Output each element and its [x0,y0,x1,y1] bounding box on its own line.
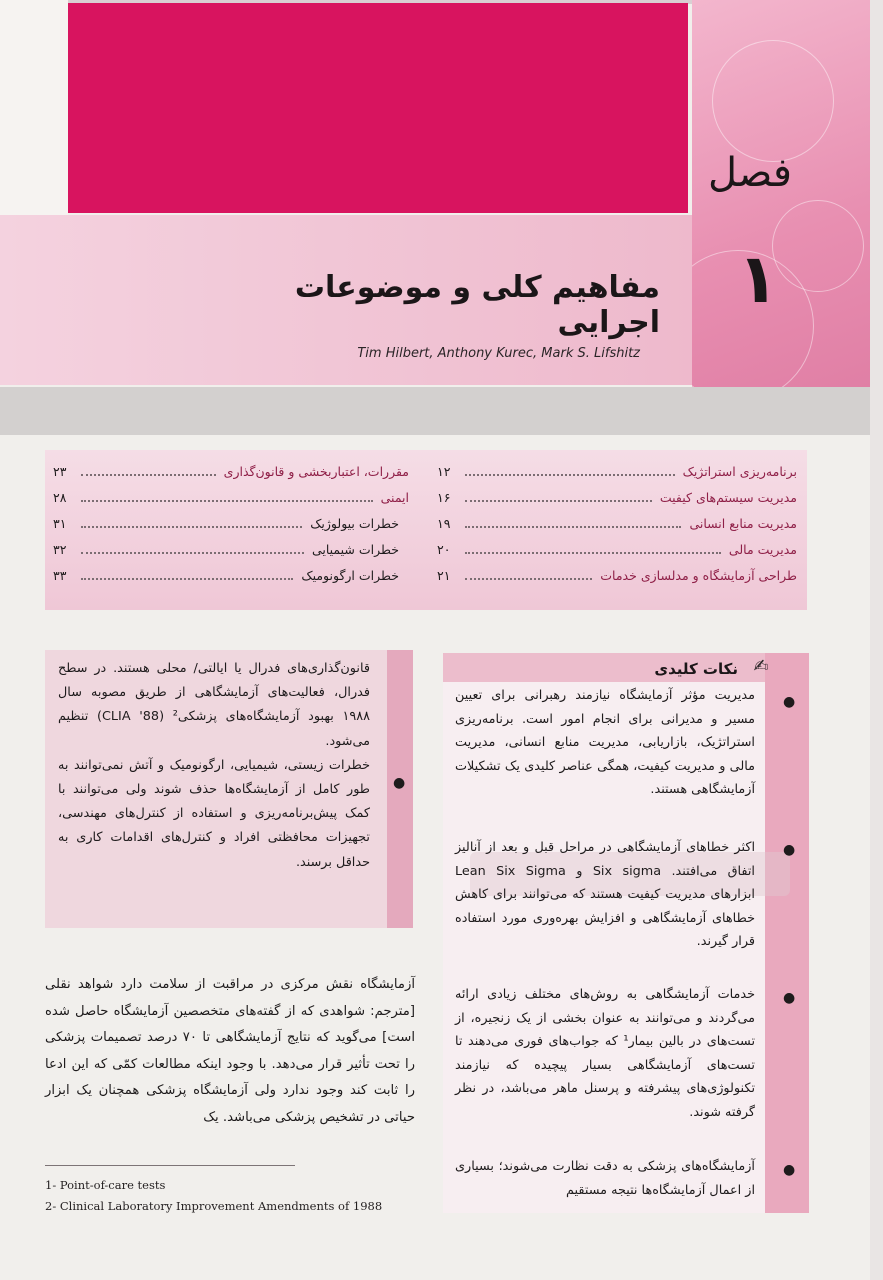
toc-subentry[interactable] [53,536,409,562]
toc-entry-page: ۳۳ [53,567,67,583]
toc-entry-page: ۲۸ [53,489,67,505]
grey-band [0,387,870,435]
toc-entry[interactable] [53,458,409,484]
toc-leader [81,474,216,476]
toc-entry-page: ۳۲ [53,541,67,557]
footnote: 1- Point-of-care tests [45,1178,166,1192]
chapter-word: فصل [707,150,793,196]
pencil-icon: ✍ [753,656,769,677]
toc-leader [81,552,304,554]
toc-subentry[interactable] [53,510,409,536]
toc-entry-title: خطرات شیمیایی [311,541,399,557]
toc-entry-page: ۲۰ [437,541,451,557]
bullet-icon: ● [783,842,796,858]
continuation-bullet-item: خطرات زیستی، شیمیایی، ارگونومیک و آتش نمی‌توانند به طور کامل از آزمایشگاه‌ها حذف شوند ولی می‌توانند با کمک پیش‌برنامه‌ریزی و استفاده از کنترل‌های مهندسی، تجهیزات محافظتی افراد و کنترل‌های اقدامات کاری به حداقل برسند. [58,757,370,870]
toc-entry-page: ۲۱ [437,567,451,583]
toc-entry-page: ۱۶ [437,489,451,505]
key-points-title: نکات کلیدی [654,660,738,678]
toc-entry-title: مقررات، اعتباربخشی و قانون‌گذاری [223,463,409,479]
toc-entry-title: مدیریت مالی [728,541,797,557]
bullet-icon: ● [783,990,796,1006]
toc-leader [465,474,675,476]
key-point-item: اکثر خطاهای آزمایشگاهی در مراحل قبل و بعد از آنالیز اتفاق می‌افتند. Six sigma و Lean Six Sigma ابزارهای مدیریت کیفیت هستند که می‌توانند برای کاهش خطاهای آزمایشگاهی و افزایش بهره‌وری مورد استفاده قرار گیرند. [455,840,755,950]
toc-entry-title: مدیریت منابع انسانی [689,515,797,531]
toc-entry[interactable] [437,484,797,510]
toc-entry[interactable] [53,484,409,510]
table-of-contents [45,450,807,610]
toc-entry-title: برنامه‌ریزی استراتژیک [682,463,797,479]
header-magenta-block [68,3,688,213]
toc-entry[interactable] [437,562,797,588]
toc-leader [81,578,293,580]
chapter-title: مفاهیم کلی و موضوعات اجرایی [294,270,660,340]
toc-entry-title: طراحی آزمایشگاه و مدلسازی خدمات [600,567,797,583]
bullet-icon: ● [783,1162,796,1178]
key-point-item: خدمات آزمایشگاهی به روش‌های مختلف زیادی ارائه می‌گردند و می‌توانند به عنوان بخشی از یک زنجیره، از تست‌های در بالین بیمار¹ که جواب‌های فوری می‌دهند تا تست‌های آزمایشگاهی بسیار پیچیده که نیازمند تکنولوژی‌های پیشرفته و پرسنل ماهر می‌باشد، در نظر گرفته شوند. [455,987,756,1120]
page-right-edge [870,0,883,1280]
toc-entry-title: مدیریت سیستم‌های کیفیت [659,489,797,505]
continuation-text [58,657,370,875]
toc-leader [465,526,681,528]
decorative-circle [712,40,834,162]
footnote-rule [45,1165,295,1166]
toc-entry-page: ۱۲ [437,463,451,479]
toc-leader [81,500,373,502]
continuation-paragraph: قانون‌گذاری‌های فدرال یا ایالتی/ محلی هستند. در سطح فدرال، فعالیت‌های آزمایشگاهی از طریق مصوبه سال ۱۹۸۸ بهبود آزمایشگاه‌های پزشکی² (CLIA '88) تنظیم می‌شود. [58,661,370,749]
toc-entry-page: ۱۹ [437,515,451,531]
header-left-margin [0,0,68,215]
toc-entry-title: خطرات ارگونومیک [301,567,399,583]
body-paragraph: آزمایشگاه نقش مرکزی در مراقبت از سلامت دارد شواهد نقلی [مترجم: شواهدی که از گفته‌های متخصصین آزمایشگاه حاصل شده است] می‌گوید که نتایج آزمایشگاهی تا ۷۰ درصد تصمیمات پزشکی را تحت تأثیر قرار می‌دهد. با وجود اینکه مطالعات کمّی که این ادعا را ثابت کند وجود ندارد ولی آزمایشگاه پزشکی همچنان یک ابزار حیاتی در تشخیص پزشکی می‌باشد. یک [45,977,415,1125]
toc-entry[interactable] [437,458,797,484]
toc-left-column [53,458,409,588]
toc-entry-title: ایمنی [380,489,409,505]
toc-right-column [437,458,797,588]
bullet-icon: ● [393,775,406,791]
key-point-item: آزمایشگاه‌های پزشکی به دقت نظارت می‌شوند؛ بسیاری از اعمال آزمایشگاه‌ها نتیجه مستقیم [455,1159,755,1198]
chapter-authors: Tim Hilbert, Anthony Kurec, Mark S. Lifshitz [357,346,640,361]
toc-entry-page: ۳۱ [53,515,67,531]
toc-entry-page: ۲۳ [53,463,67,479]
chapter-number: ۱ [737,240,779,319]
toc-leader [465,578,592,580]
toc-leader [465,552,721,554]
key-point-item: مدیریت مؤثر آزمایشگاه نیازمند رهبرانی برای تعیین مسیر و مدیرانی برای انجام امور است. برنامه‌ریزی استراتژیک، بازاریابی، مدیریت منابع انسانی، مدیریت مالی و مدیریت کیفیت، همگی عناصر کلیدی یک تشکیلات آزمایشگاهی هستند. [455,688,755,798]
toc-entry[interactable] [437,510,797,536]
toc-leader [465,500,652,502]
toc-leader [81,526,302,528]
toc-subentry[interactable] [53,562,409,588]
footnote: 2- Clinical Laboratory Improvement Amendments of 1988 [45,1199,383,1213]
key-points-side-stripe [765,653,809,1213]
toc-entry[interactable] [437,536,797,562]
bullet-icon: ● [783,694,796,710]
toc-entry-title: خطرات بیولوژیک [310,515,399,531]
